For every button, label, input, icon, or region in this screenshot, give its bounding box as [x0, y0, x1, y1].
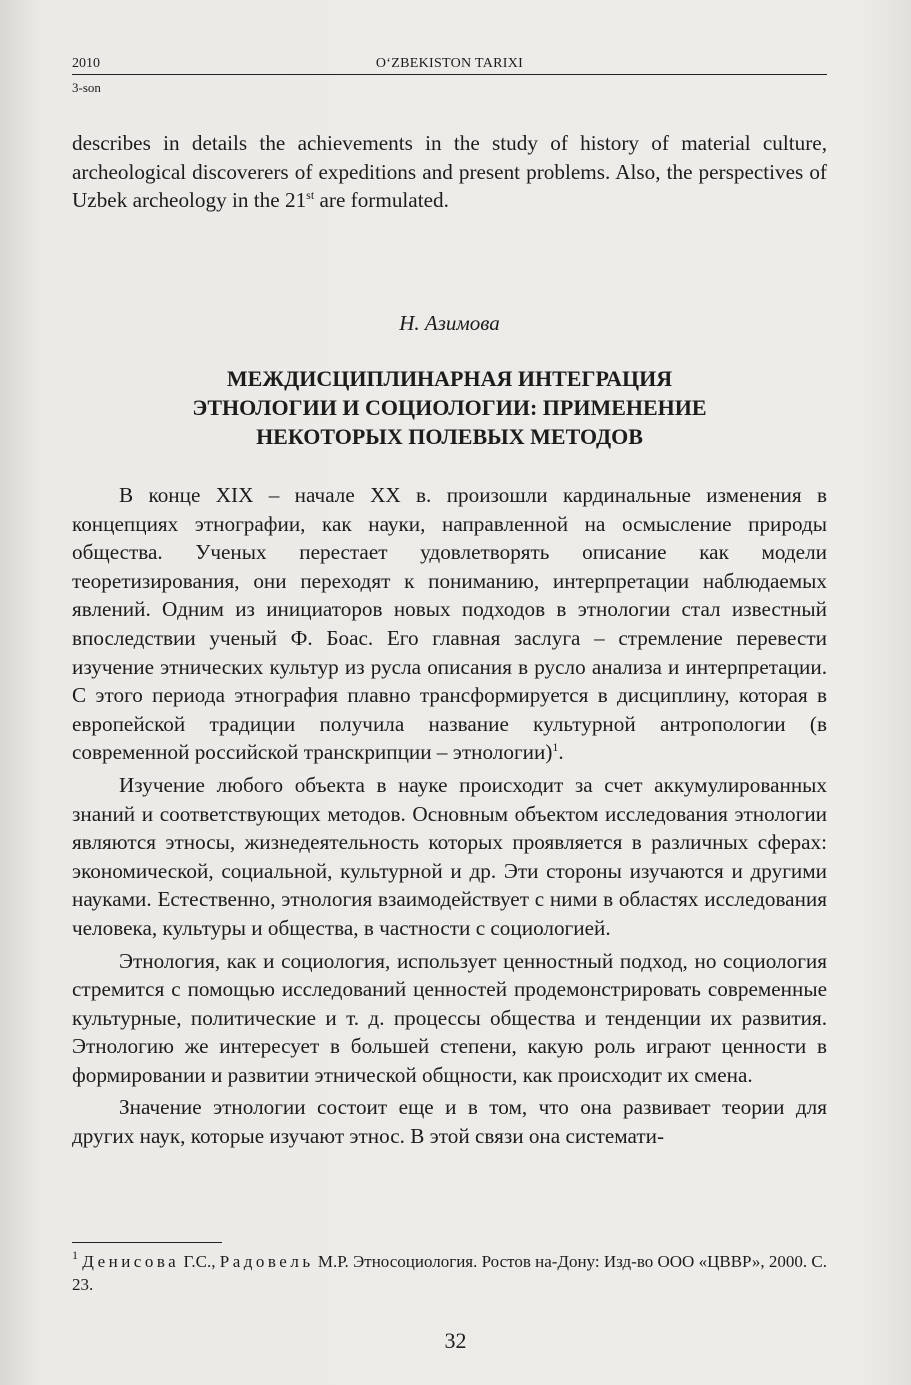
footnote [72, 1250, 827, 1296]
abstract-fragment [72, 129, 827, 215]
header-rule [72, 74, 827, 75]
abstract-superscript: st [306, 188, 315, 203]
running-header [72, 50, 827, 95]
article-title [72, 364, 827, 451]
paragraph-3: Этнология, как и социология, использует ценностный подход, но социология стремится с помощью исследований ценностей продемонстрировать современные культурные, политические и т. д. процессы общества и тенденции их развития. Этнологию же интересует в большей степени, какую роль играют ценности в формировании и развитии этнической общности, как происходит их смена. [72, 948, 827, 1087]
paragraph-1 [72, 481, 827, 767]
paragraph-1-text: В конце XIX – начале XX в. произошли кардинальные изменения в концепциях этнографии, как науки, направленной на осмысление природы общества. Ученых перестает удовлетворять описание как модели теоретизирования, они переходят к пониманию, интерпретации наблюдаемых явлений. Одним из инициаторов новых подходов в этнологии стал известный впоследствии ученый Ф. Боас. Его главная заслуга – стремление перевести изучение этнических культур из русла описания в русло анализа и интерпретации. С этого периода этнография плавно трансформируется в дисциплину, которая в европейской традиции получила название культурной антропологии (в современной российской транскрипции – этнологии) [72, 483, 827, 765]
footnote-reference: 1 [552, 740, 559, 755]
abstract-text-end: are formulated. [314, 188, 449, 213]
header-year: 2010 [72, 56, 100, 71]
page-number: 32 [444, 1328, 467, 1353]
abstract-text-start: describes in details the achievements in the study of history of material culture, archeological discoverers of expeditions and present problems. Also, the perspectives of Uzbek archeology in the 21 [72, 131, 827, 213]
header-journal-title: O‘ZBEKISTON TARIXI [375, 56, 524, 71]
title-line-2: ЭТНОЛОГИИ И СОЦИОЛОГИИ: ПРИМЕНЕНИЕ [192, 395, 707, 420]
paragraph-2: Изучение любого объекта в науке происходит за счет аккумулированных знаний и соответствующих методов. Основным объектом исследования этнологии являются этносы, жизнедеятельность которых проявляется в различных сферах: экономической, социальной, культурной и др. Эти стороны изучаются и другими науками. Естественно, этнология взаимодействует с ними в областях исследования человека, культуры и общества, в частности с социологией. [72, 772, 827, 940]
title-line-3: НЕКОТОРЫХ ПОЛЕВЫХ МЕТОДОВ [256, 424, 643, 449]
header-issue: 3-son [72, 80, 101, 95]
footnote-source: М.Р. Этносоциология. Ростов на-Дону: Изд-во ООО «ЦВВР», 2000. С. 23. [72, 1252, 828, 1294]
footnote-author-2: Радовель [219, 1252, 314, 1271]
article-author: Н. Азимова [399, 311, 500, 335]
article-body [72, 481, 827, 1151]
footnote-initials-1: Г.С., [179, 1252, 220, 1271]
footnote-rule [72, 1242, 222, 1243]
paragraph-4: Значение этнологии состоит еще и в том, что она развивает теории для других наук, которые изучают этнос. В этой связи она системати- [72, 1095, 827, 1149]
footnote-author-1: Денисова [82, 1252, 180, 1271]
title-line-1: МЕЖДИСЦИПЛИНАРНАЯ ИНТЕГРАЦИЯ [226, 366, 673, 391]
paragraph-1-end: . [558, 740, 564, 765]
footnote-number: 1 [72, 1248, 78, 1262]
